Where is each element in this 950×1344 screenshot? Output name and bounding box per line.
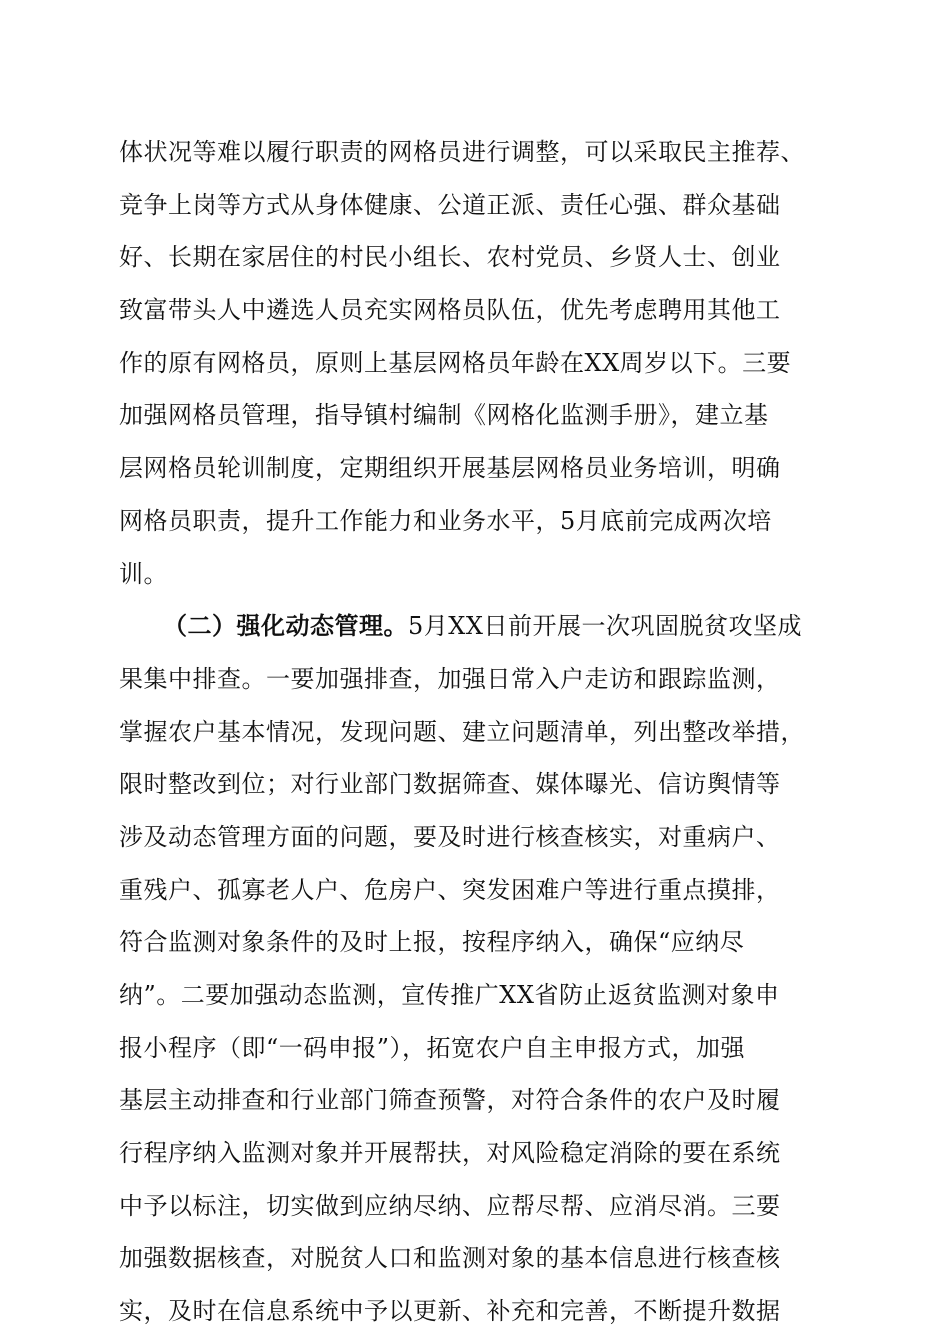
text-line: 纳”。二要加强动态监测，宣传推广XX省防止返贫监测对象申 (119, 981, 780, 1009)
text-line: 重残户、孤寡老人户、危房户、突发困难户等进行重点摸排， (119, 875, 781, 904)
text-line: 层网格员轮训制度，定期组织开展基层网格员业务培训，明确 (119, 454, 781, 483)
text-line: 训。 (119, 559, 168, 588)
text-line: 好、长期在家居住的村民小组长、农村党员、乡贤人士、创业 (119, 243, 781, 272)
section-heading-line (119, 600, 859, 653)
text-line: 竞争上岗等方式从身体健康、公道正派、责任心强、群众基础 (119, 190, 781, 219)
text-line: 网格员职责，提升工作能力和业务水平，5月底前完成两次培 (119, 506, 772, 535)
section-heading-rest: 5月XX日前开展一次巩固脱贫攻坚成 (408, 612, 802, 641)
text-line: 限时整改到位；对行业部门数据筛查、媒体曝光、信访舆情等 (119, 770, 781, 799)
text-line: 实，及时在信息系统中予以更新、补充和完善，不断提升数据 (119, 1297, 781, 1326)
text-line: 体状况等难以履行职责的网格员进行调整，可以采取民主推荐、 (119, 138, 805, 166)
text-line: 基层主动排查和行业部门筛查预警，对符合条件的农户及时履 (119, 1086, 781, 1115)
text-line: 报小程序（即“一码申报”），拓宽农户自主申报方式，加强 (119, 1033, 746, 1062)
text-line: 掌握农户基本情况，发现问题、建立问题清单，列出整改举措， (119, 717, 805, 746)
text-line: 符合监测对象条件的及时上报，按程序纳入，确保“应纳尽 (119, 928, 745, 957)
text-line: 涉及动态管理方面的问题，要及时进行核查核实，对重病户、 (119, 822, 781, 851)
text-line: 致富带头人中遴选人员充实网格员队伍，优先考虑聘用其他工 (119, 296, 781, 325)
text-line: 果集中排查。一要加强排查，加强日常入户走访和跟踪监测， (119, 664, 781, 693)
text-line: 行程序纳入监测对象并开展帮扶，对风险稳定消除的要在系统 (119, 1139, 781, 1168)
section-heading: （二）强化动态管理。 (163, 611, 408, 641)
text-line: 加强网格员管理，指导镇村编制《网格化监测手册》，建立基 (119, 401, 769, 430)
body-text (119, 126, 859, 1338)
text-line: 作的原有网格员，原则上基层网格员年龄在XX周岁以下。三要 (119, 348, 792, 377)
text-line: 加强数据核查，对脱贫人口和监测对象的基本信息进行核查核 (119, 1244, 781, 1273)
text-line: 中予以标注，切实做到应纳尽纳、应帮尽帮、应消尽消。三要 (119, 1191, 781, 1220)
